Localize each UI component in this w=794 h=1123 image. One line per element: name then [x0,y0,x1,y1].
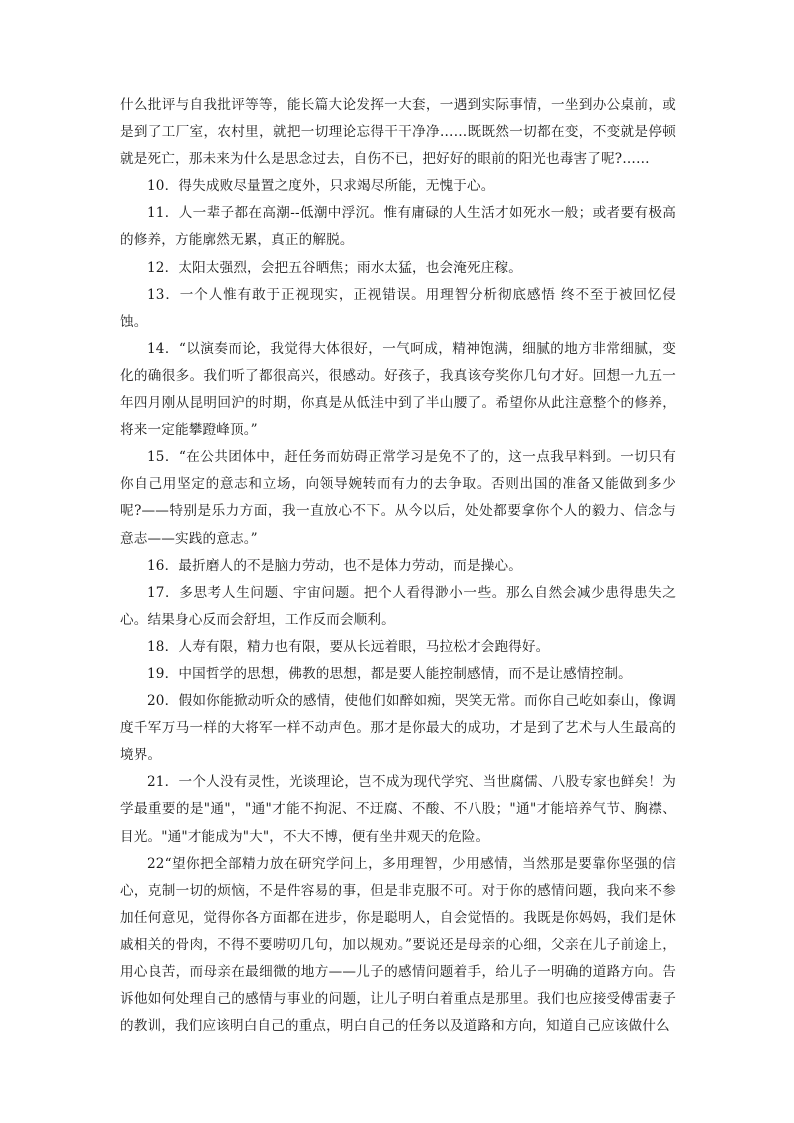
paragraph-21: 21．一个人没有灵性，光谈理论，岂不成为现代学究、当世腐儒、八股专家也鲜矣！为学最重要的是"通"，"通"才能不拘泥、不迂腐、不酸、不八股；"通"才能培养气节、胸襟、目光。"通"才能成为"大"，不大不博，便有坐井观天的危险。 [120,774,676,845]
paragraph-10: 10．得失成败尽量置之度外，只求竭尽所能，无愧于心。 [147,178,495,195]
paragraph-15: 15．“在公共团体中，赶任务而妨碍正常学习是免不了的，这一点我早料到。一切只有你自己用坚定的意志和立场，向领导婉转而有力的去争取。否则出国的准备又能做到多少呢?——特别是乐力方面，我一直放心不下。从今以后，处处都要拿你个人的毅力、信念与意志——实践的意志。” [120,449,676,547]
paragraph-19: 19．中国哲学的思想，佛教的思想，都是要人能控制感情，而不是让感情控制。 [147,665,632,682]
paragraph-continued: 什么批评与自我批评等等，能长篇大论发挥一大套，一遇到实际事情，一坐到办公桌前，或是到了工厂室，农村里，就把一切理论忘得干干净净……既既然一切都在变，不变就是停顿就是死亡，那未来为什么是思念过去，自伤不已，把好好的眼前的阳光也毒害了呢?…… [120,97,676,168]
paragraph-16: 16．最折磨人的不是脑力劳动，也不是体力劳动，而是操心。 [147,557,522,574]
paragraph-11: 11．人一辈子都在高潮--低潮中浮沉。惟有庸碌的人生活才如死水一般；或者要有极高的修养，方能廓然无累，真正的解脱。 [120,205,676,249]
paragraph-12: 12．太阳太强烈，会把五谷晒焦；雨水太猛，也会淹死庄稼。 [147,259,522,276]
paragraph-14: 14．“以演奏而论，我觉得大体很好，一气呵成，精神饱满，细腻的地方非常细腻，变化的确很多。我们听了都很高兴，很感动。好孩子，我真该夸奖你几句才好。回想一九五一年四月刚从昆明回沪的时期，你真是从低洼中到了半山腰了。希望你从此注意整个的修养，将来一定能攀蹬峰顶。” [120,340,676,439]
paragraph-20: 20．假如你能掀动听众的感情，使他们如醉如痴，哭笑无常。而你自己屹如泰山，像调度千军万马一样的大将军一样不动声色。那才是你最大的成功，才是到了艺术与人生最高的境界。 [120,693,676,764]
paragraph-18: 18．人寿有限，精力也有限，要从长远着眼，马拉松才会跑得好。 [147,638,550,655]
paragraph-13: 13．一个人惟有敢于正视现实，正视错误。用理智分析彻底感悟 终不至于被回忆侵蚀。 [120,286,676,330]
paragraph-17: 17．多思考人生问题、宇宙问题。把个人看得渺小一些。那么自然会减少患得患失之心。结果身心反而会舒坦，工作反而会顺利。 [120,584,676,628]
document-body [120,92,676,1040]
paragraph-22: 22“望你把全部精力放在研究学问上，多用理智，少用感情，当然那是要靠你坚强的信心，克制一切的烦恼，不是件容易的事，但是非克服不可。对于你的感情问题，我向来不参加任何意见，觉得你各方面都在进步，你是聪明人，自会觉悟的。我既是你妈妈，我们是休戚相关的骨肉，不得不要唠叨几句，加以规劝。”要说还是母亲的心细，父亲在儿子前途上，用心良苦，而母亲在最细微的地方——儿子的感情问题着手，给儿子一明确的道路方向。告诉他如何处理自己的感情与事业的问题，让儿子明白着重点是那里。我们也应接受傅雷妻子的教训，我们应该明白自己的重点，明白自己的任务以及道路和方向，知道自己应该做什么 [120,855,676,1035]
